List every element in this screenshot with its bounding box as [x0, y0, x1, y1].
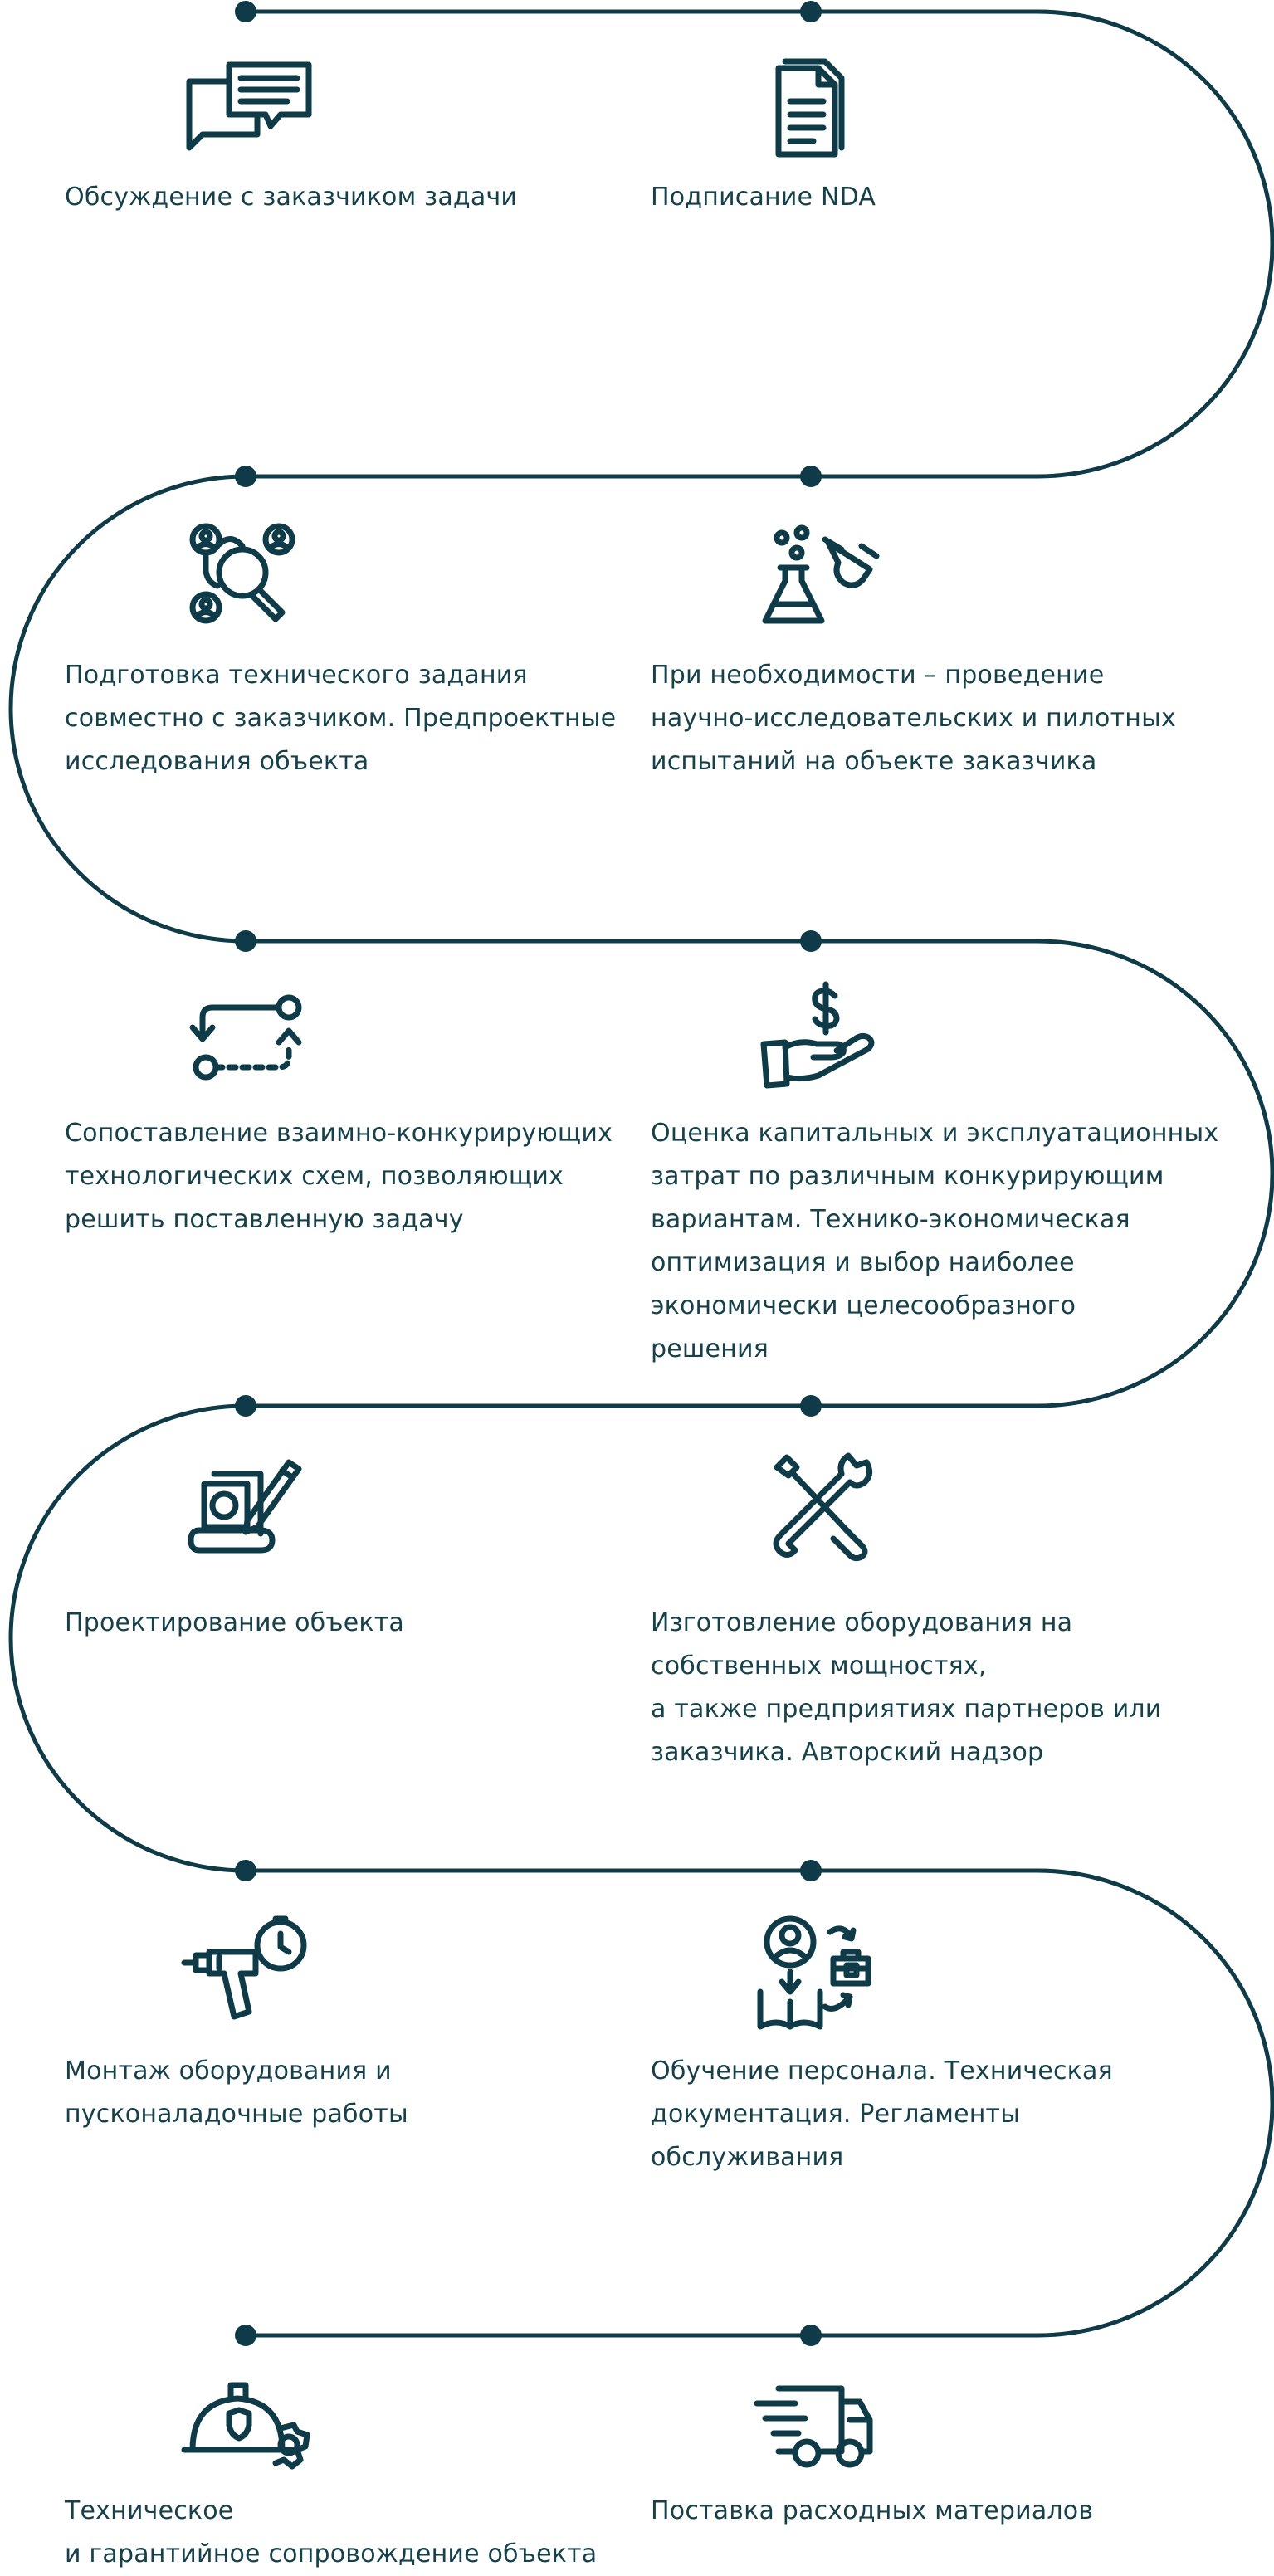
route-arrows-icon — [181, 989, 314, 1105]
helmet-gear-icon — [181, 2377, 314, 2493]
flask-test-tube-icon — [752, 521, 885, 637]
hand-dollar-icon — [752, 984, 885, 1100]
document-icon — [752, 56, 885, 173]
step-6-text: Оценка капитальных и эксплуатационных затрат по различным конкурирующим вариантам. Технико-экономическая оптимизация и выбор наиболее экономически целесообразного решения — [651, 1119, 1219, 1364]
step-dot-7 — [235, 1395, 256, 1417]
step-dot-10 — [800, 1860, 822, 1881]
step-1-text: Обсуждение с заказчиком задачи — [65, 183, 518, 212]
step-5-text: Сопоставление взаимно-конкурирующих технологических схем, позволяющих решить поставленную задачу — [65, 1119, 613, 1234]
step-7-text: Проектирование объекта — [65, 1608, 404, 1637]
training-book-icon — [752, 1915, 885, 2032]
people-search-icon — [181, 521, 314, 637]
step-11-text: Техническое и гарантийное сопровождение объекта — [65, 2496, 598, 2569]
step-dot-3 — [235, 466, 256, 487]
step-dot-5 — [235, 930, 256, 952]
step-dot-4 — [800, 466, 822, 487]
path-curve-right-1 — [1037, 12, 1272, 476]
drill-clock-icon — [181, 1915, 314, 2032]
delivery-truck-icon — [752, 2377, 885, 2493]
blueprint-pencil-icon — [181, 1451, 314, 1567]
step-3-text: Подготовка технического задания совместно с заказчиком. Предпроектные исследования объекта — [65, 661, 617, 776]
step-4-text: При необходимости – проведение научно-исследовательских и пилотных испытаний на объекте заказчика — [651, 661, 1176, 776]
step-10-text: Обучение персонала. Техническая документация. Регламенты обслуживания — [651, 2056, 1113, 2172]
step-dot-8 — [800, 1395, 822, 1417]
step-dot-11 — [235, 2325, 256, 2346]
step-dot-9 — [235, 1860, 256, 1881]
step-dot-2 — [800, 1, 822, 22]
chat-bubbles-icon — [181, 56, 314, 173]
wrench-screwdriver-icon — [752, 1451, 885, 1567]
step-2-text: Подписание NDA — [651, 183, 876, 212]
step-dot-1 — [235, 1, 256, 22]
step-8-text: Изготовление оборудования на собственных мощностях, а также предприятиях партнеров или заказчика. Авторский надзор — [651, 1608, 1162, 1767]
step-dot-12 — [800, 2325, 822, 2346]
step-dot-6 — [800, 930, 822, 952]
step-9-text: Монтаж оборудования и пусконаладочные работы — [65, 2056, 408, 2129]
step-12-text: Поставка расходных материалов — [651, 2496, 1094, 2525]
